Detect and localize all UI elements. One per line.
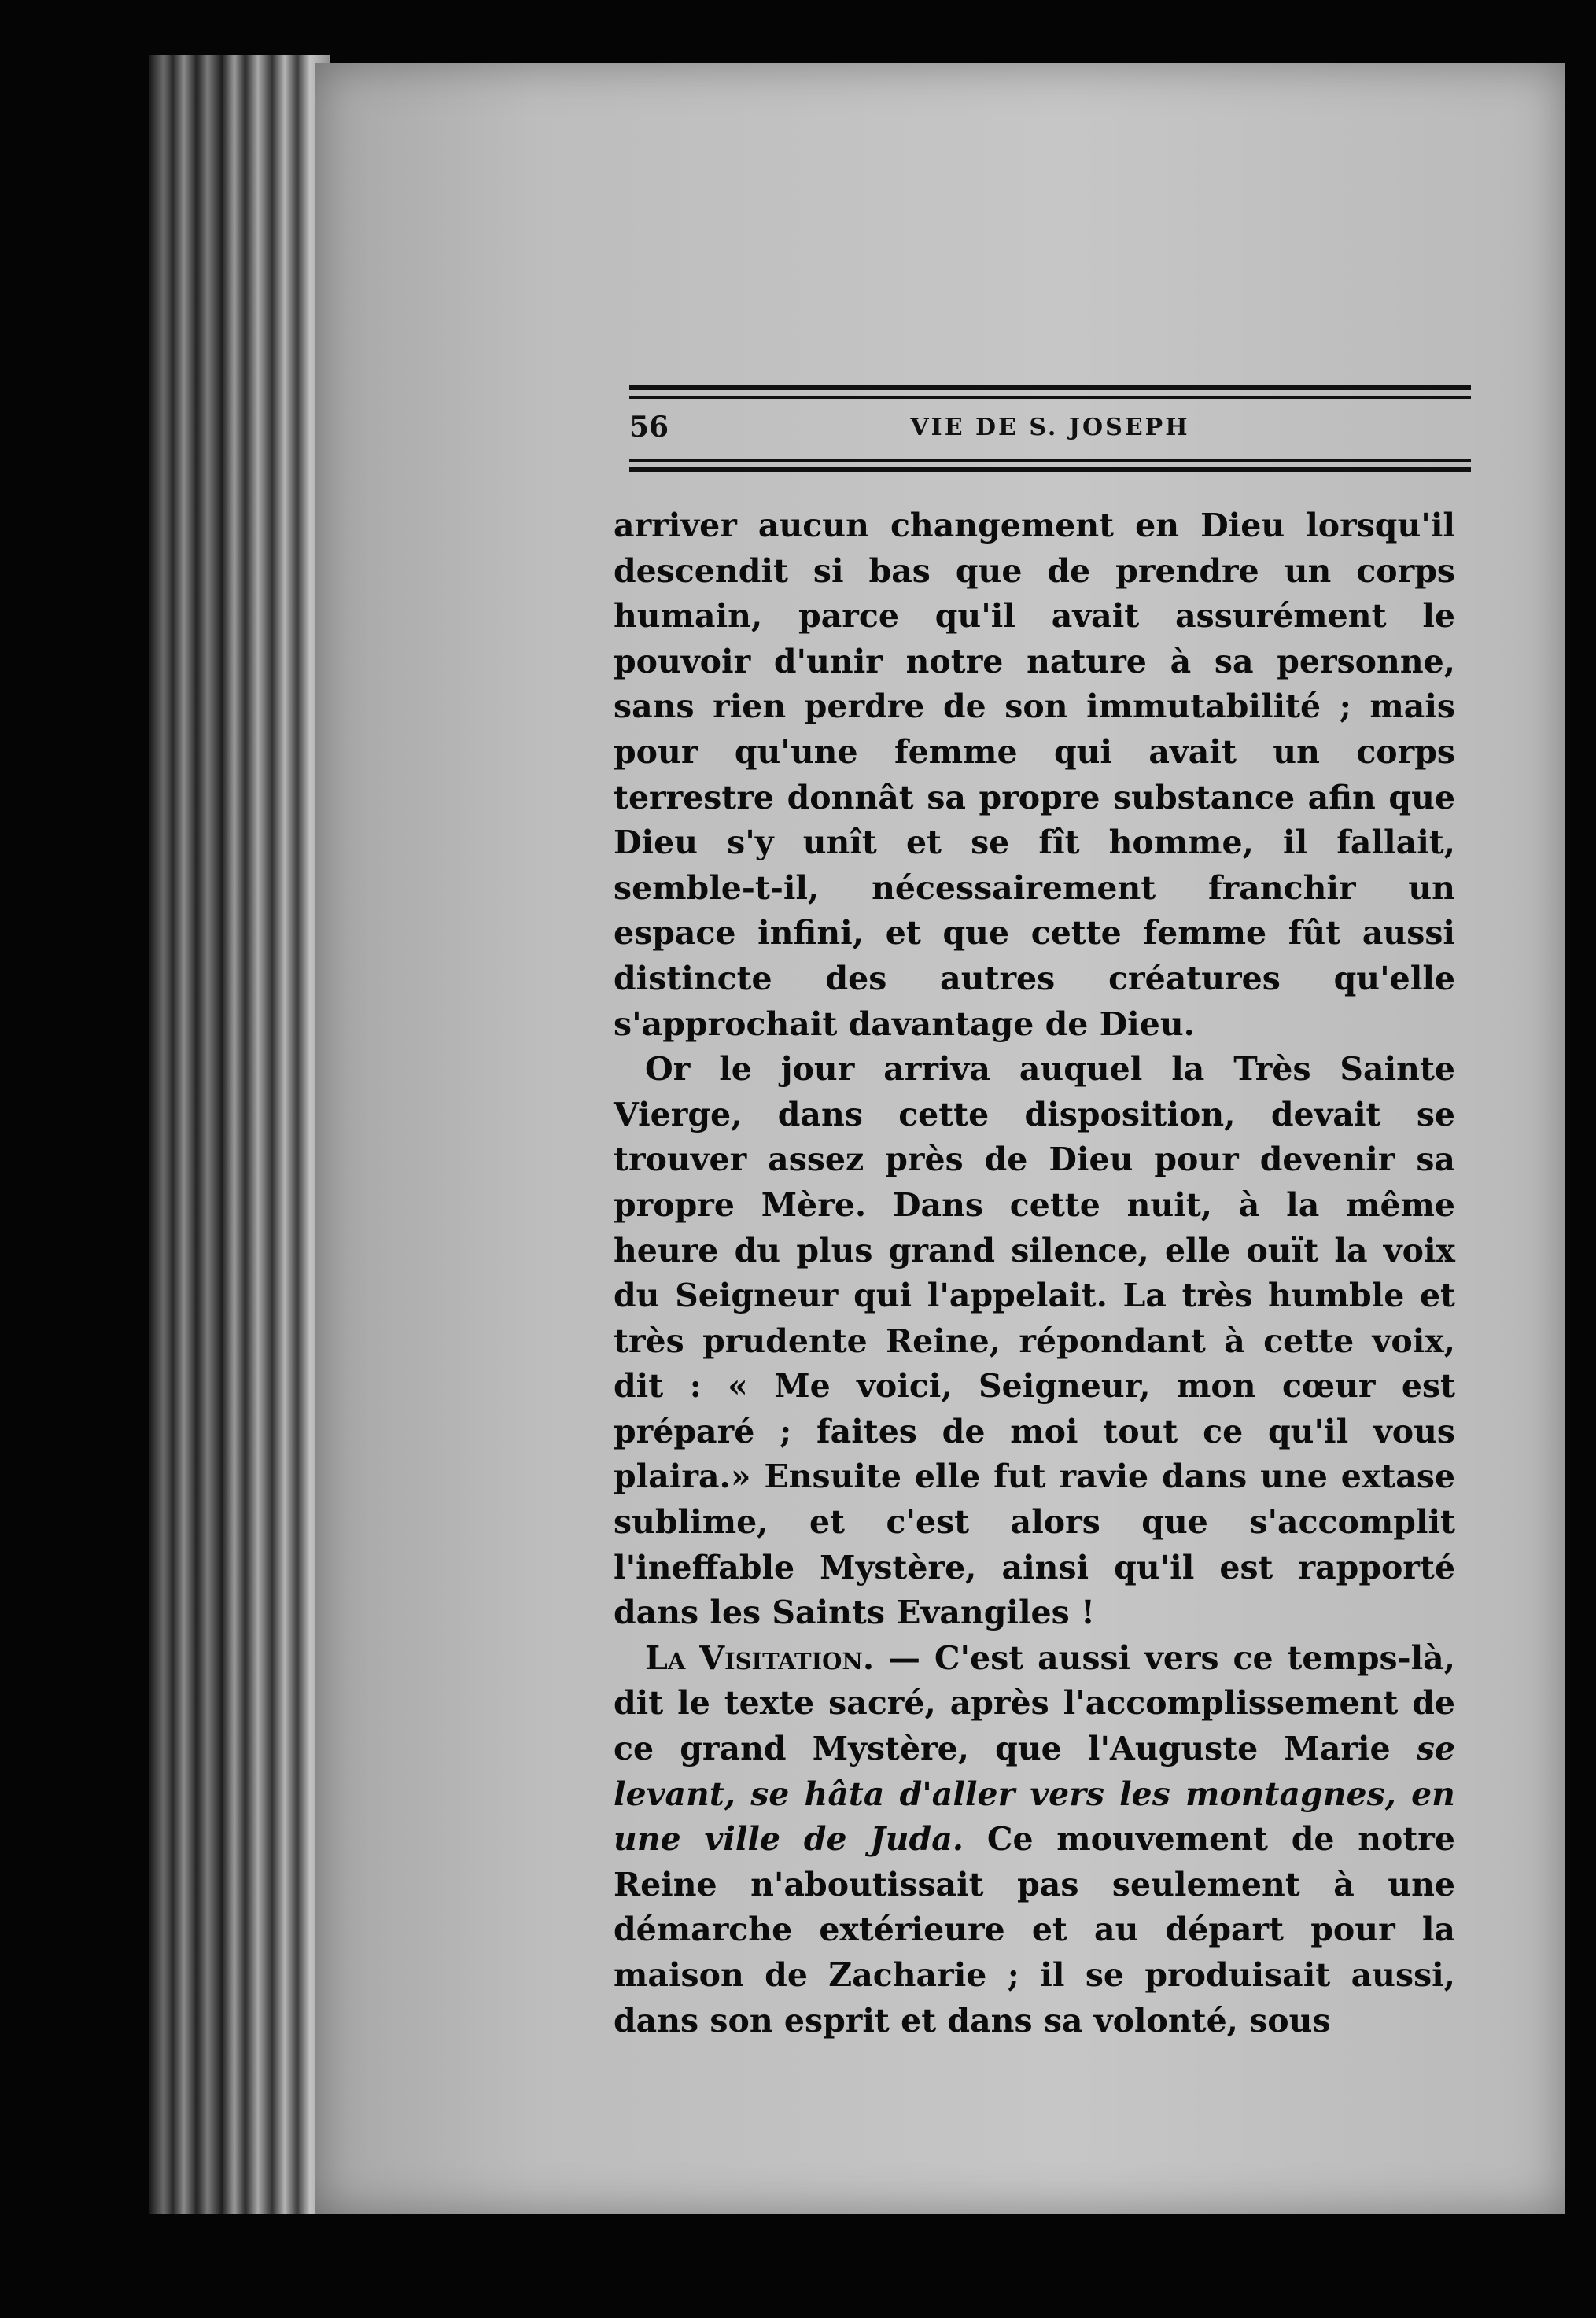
- header-rule: [629, 459, 1471, 462]
- header-rule: [629, 467, 1471, 472]
- header-rule: [629, 396, 1471, 399]
- header-rule: [629, 385, 1471, 390]
- paragraph-3-text-a: C'est aussi vers ce temps-là, dit le texte sacré, après l'accomplissement de ce grand Mystère, que l'Auguste Marie: [614, 1638, 1456, 1768]
- section-heading-visitation: La Visitation.: [645, 1638, 875, 1677]
- paragraph-2: Or le jour arriva auquel la Très Sainte Vierge, dans cette disposition, devait se trouver assez près de Dieu pour devenir sa propre Mère. Dans cette nuit, à la même heure du plus grand silence, elle ouït la voix du Seigneur qui l'appelait. La très humble et très prudente Reine, répondant à cette voix, dit : « Me voici, Seigneur, mon cœur est préparé ; faites de moi tout ce qu'il vous plaira.» Ensuite elle fut ravie dans une extase sublime, et c'est alors que s'accomplit l'ineffable Mystère, ainsi qu'il est rapporté dans les Saints Evangiles !: [614, 1050, 1455, 1632]
- page-number: 56: [629, 411, 669, 444]
- paragraph-3-text-b: Ce mouvement de notre Reine n'aboutissait pas seulement à une démarche extérieure et au départ pour la maison de Zacharie ; il se produisait aussi, dans son esprit et dans sa volonté, sous: [614, 1820, 1455, 2040]
- paragraph-1: arriver aucun changement en Dieu lorsqu'il descendit si bas que de prendre un corps humain, parce qu'il avait assurément le pouvoir d'unir notre nature à sa personne, sans rien perdre de son immutabilité ; mais pour qu'une femme qui avait un corps terrestre donnât sa propre substance afin que Dieu s'y unît et se fît homme, il fallait, semble-t-il, nécessairement franchir un espace infini, et que cette femme fût aussi distincte des autres créatures qu'elle s'approchait davantage de Dieu.: [614, 507, 1455, 1043]
- heading-dash: —: [874, 1638, 934, 1677]
- running-head: [629, 411, 1471, 450]
- scripture-quote: se levant, se hâta d'aller vers les montagnes, en une ville de Juda.: [614, 1730, 1455, 1859]
- paragraph-3: [614, 1636, 1455, 2043]
- body-text: [614, 503, 1455, 2043]
- book-spine: [149, 55, 330, 2214]
- running-title: VIE DE S. JOSEPH: [910, 414, 1190, 441]
